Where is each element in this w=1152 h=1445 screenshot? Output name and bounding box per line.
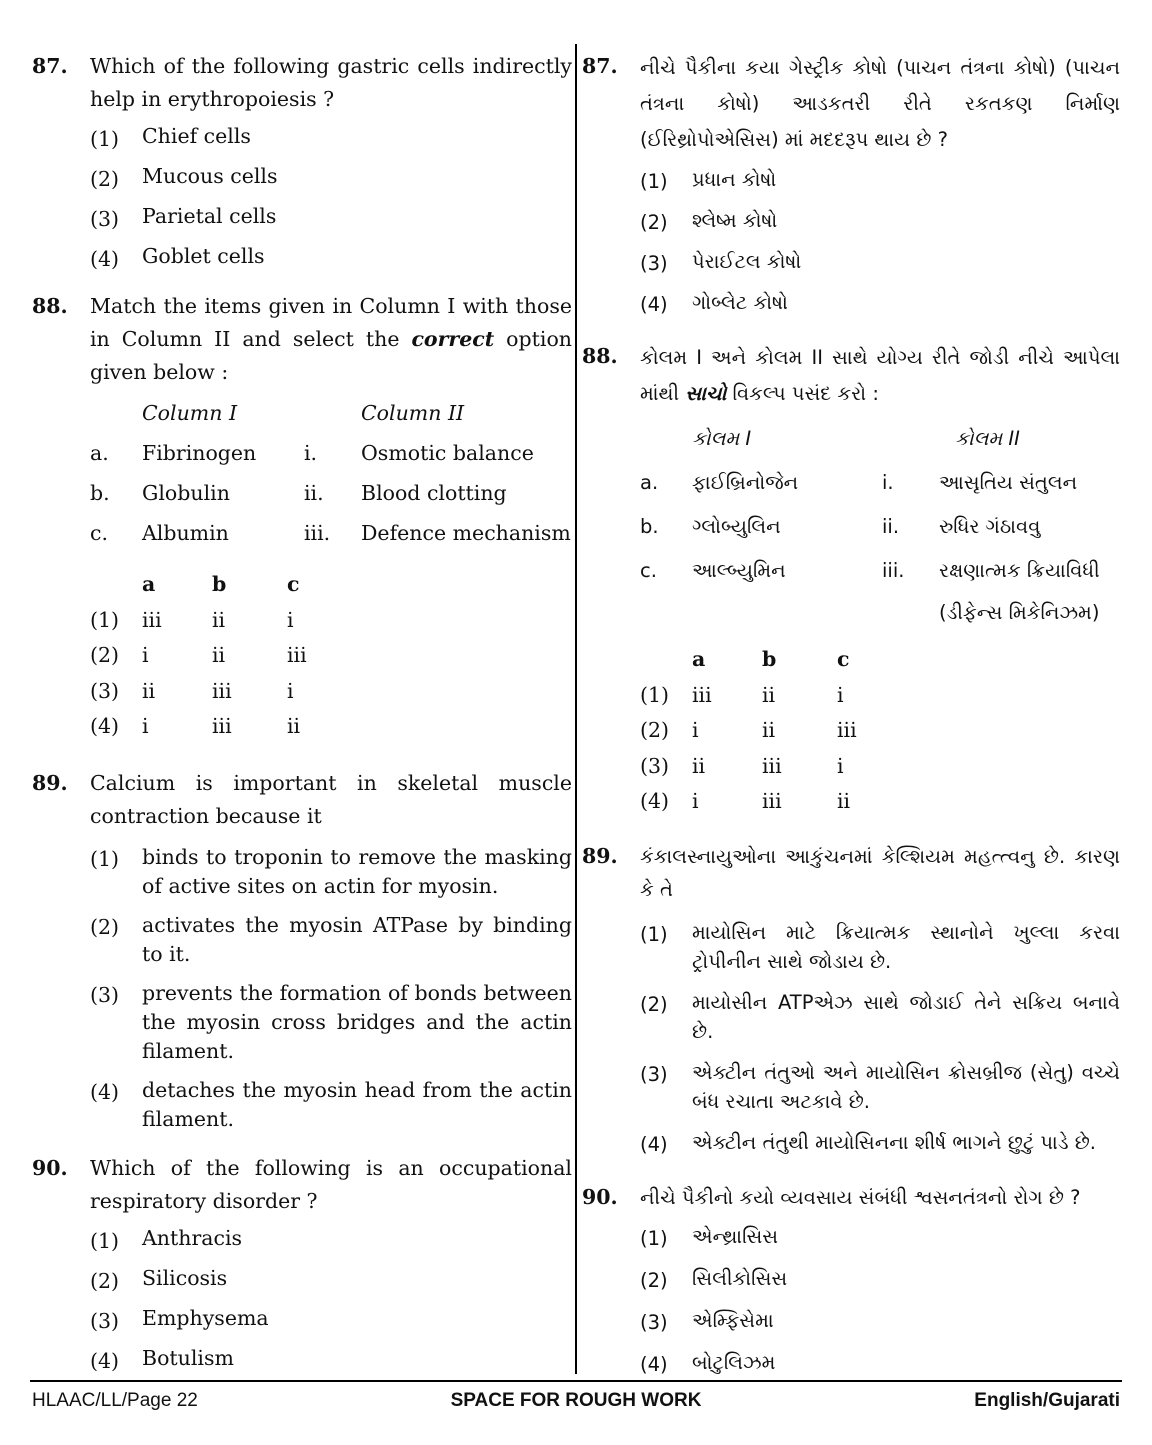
question-90 (32, 1152, 572, 1378)
match-row: b. ગ્લોબ્યુલિન ii. રુધિર ગંઠાવવુ (640, 514, 1041, 538)
rough-work-label: SPACE FOR ROUGH WORK (450, 1390, 702, 1411)
language-label: English/Gujarati (974, 1390, 1120, 1411)
question-87 (32, 50, 572, 276)
answer-row: (2) i ii iii (90, 643, 307, 668)
question-text: કોલમ I અને કોલમ II સાથે યોગ્ય રીતે જોડી નીચે આપેલા માંથી સાચો વિકલ્પ પસંદ કરો : (640, 346, 1120, 405)
match-row: c. આલ્બ્યુમિન iii. રક્ષણાત્મક ક્રિયાવિધી (640, 558, 1100, 582)
option: (3) prevents the formation of bonds between the myosin cross bridges and the actin filament. (90, 980, 572, 1063)
option: (4) ગોબ્લેટ કોષો (640, 291, 788, 316)
question-number: 87. (582, 54, 618, 78)
column-divider (575, 44, 577, 1374)
match-row: a. ફાઈબ્રિનોજેન i. આસૃતિય સંતુલન (640, 470, 1078, 494)
option: (2) activates the myosin ATPase by binding to it. (90, 912, 572, 966)
question-87-gu (582, 50, 1120, 322)
option: (2) Mucous cells (90, 164, 278, 191)
option: (1) પ્રધાન કોષો (640, 168, 777, 193)
option: (4) detaches the myosin head from the actin filament. (90, 1077, 572, 1131)
question-88 (32, 290, 572, 745)
gujarati-column (582, 40, 1120, 1382)
answer-row: (4) i iii ii (640, 789, 851, 814)
answer-row: (4) i iii ii (90, 714, 301, 739)
question-text: કંકાલસ્નાયુઓના આકુંચનમાં કેલ્શિયમ મહત્ત્વનુ છે. કારણ કે તે (640, 844, 1120, 901)
question-number: 90. (32, 1155, 68, 1180)
question-text: Which of the following is an occupational respiratory disorder ? (90, 1155, 572, 1213)
question-number: 87. (32, 54, 68, 78)
question-number: 88. (32, 294, 68, 318)
option: (1) માયોસિન માટે ક્રિયાત્મક સ્થાનોને ખુલ્લા કરવા ટ્રોપીનીન સાથે જોડાય છે. (640, 920, 1120, 973)
option: (3) પેરાઈટલ કોષો (640, 250, 802, 275)
footer-rule (30, 1380, 1122, 1382)
question-number: 89. (32, 770, 68, 795)
option: (2) Silicosis (90, 1265, 228, 1293)
question-89-gu (582, 840, 1120, 1161)
option: (4) એક્ટીન તંતુથી માયોસિનના શીર્ષ ભાગને છુટું પાડે છે. (640, 1130, 1097, 1156)
question-number: 89. (582, 843, 618, 868)
english-column (32, 40, 572, 1378)
match-row: b. Globulin ii. Blood clotting (90, 480, 507, 505)
question-text: Which of the following gastric cells indirectly help in erythropoiesis ? (90, 54, 572, 111)
answer-grid: a b c (1) iii ii i (2) i ii iii (3) ii iii i (4) i iii ii (640, 642, 1120, 820)
match-table: Column I Column II a. Fibrinogen i. Osmotic balance b. Globulin ii. Blood clotting c. Albumin iii. Defence mechanism (90, 393, 572, 553)
option: (1) Chief cells (90, 124, 251, 151)
option: (3) Emphysema (90, 1305, 269, 1333)
question-90-gu (582, 1181, 1120, 1382)
question-text: Match the items given in Column I with those in Column II and select the correct option given below : (90, 294, 572, 384)
match-row: a. Fibrinogen i. Osmotic balance (90, 440, 534, 465)
option: (1) એન્થ્રાસિસ (640, 1224, 779, 1250)
page-id: HLAAC/LL/Page 22 (32, 1390, 198, 1411)
option: (1) Anthracis (90, 1225, 243, 1253)
match-table: કોલમ I કોલમ II a. ફાઈબ્રિનોજેન i. આસૃતિય સંતુલન b. ગ્લોબ્યુલિન ii. રુધિર ગંઠાવવુ c. આલ્બ્યુમિન iii. રક્ષણાત્મક ક્રિયાવિધી (ડીફેન્સ મિકેનિઝમ) (640, 416, 1120, 632)
answer-row: (3) ii iii i (640, 753, 844, 778)
answer-grid: a b c (1) iii ii i (2) i ii iii (3) ii iii i (4) i iii ii (90, 567, 572, 745)
question-text: Calcium is important in skeletal muscle contraction because it (90, 770, 572, 828)
option: (3) એક્ટીન તંતુઓ અને માયોસિન ક્રોસબ્રીજ (સેતુ) વચ્ચે બંધ રચાતા અટકાવે છે. (640, 1060, 1120, 1113)
question-text: નીચે પૈકીનો કયો વ્યવસાય સંબંધી શ્વસનતંત્રનો રોગ છે ? (640, 1185, 1081, 1209)
match-row: c. Albumin iii. Defence mechanism (90, 520, 571, 545)
match-row-cont: (ડીફેન્સ મિકેનિઝમ) (939, 600, 1100, 624)
option: (2) શ્લેષ્મ કોષો (640, 209, 778, 234)
answer-row: (2) i ii iii (640, 718, 857, 743)
option: (4) બોટુલિઝમ (640, 1350, 776, 1376)
option: (2) સિલીકોસિસ (640, 1266, 788, 1292)
question-88-gu (582, 340, 1120, 820)
option: (3) Parietal cells (90, 204, 277, 231)
question-number: 90. (582, 1184, 618, 1209)
answer-row: (1) iii ii i (90, 607, 294, 632)
option: (1) binds to troponin to remove the masking of active sites on actin for myosin. (90, 844, 572, 898)
answer-row: (3) ii iii i (90, 678, 294, 703)
question-89 (32, 767, 572, 1134)
question-number: 88. (582, 344, 618, 368)
answer-row: (1) iii ii i (640, 682, 844, 707)
option: (2) માયોસીન ATPએઝ સાથે જોડાઈ તેને સક્રિય બનાવે છે. (640, 990, 1120, 1043)
question-text: નીચે પૈકીના કયા ગેસ્ટ્રીક કોષો (પાચન તંત્રના કોષો) (પાચન તંત્રના કોષો) આડકતરી રીતે રકતકણ નિર્માણ (ઈરિથ્રોપોએસિસ) માં મદદરૂપ થાય છે ? (640, 56, 1120, 151)
option: (4) Goblet cells (90, 244, 265, 271)
option: (3) એમ્ફિસેમા (640, 1308, 774, 1334)
option: (4) Botulism (90, 1345, 234, 1373)
